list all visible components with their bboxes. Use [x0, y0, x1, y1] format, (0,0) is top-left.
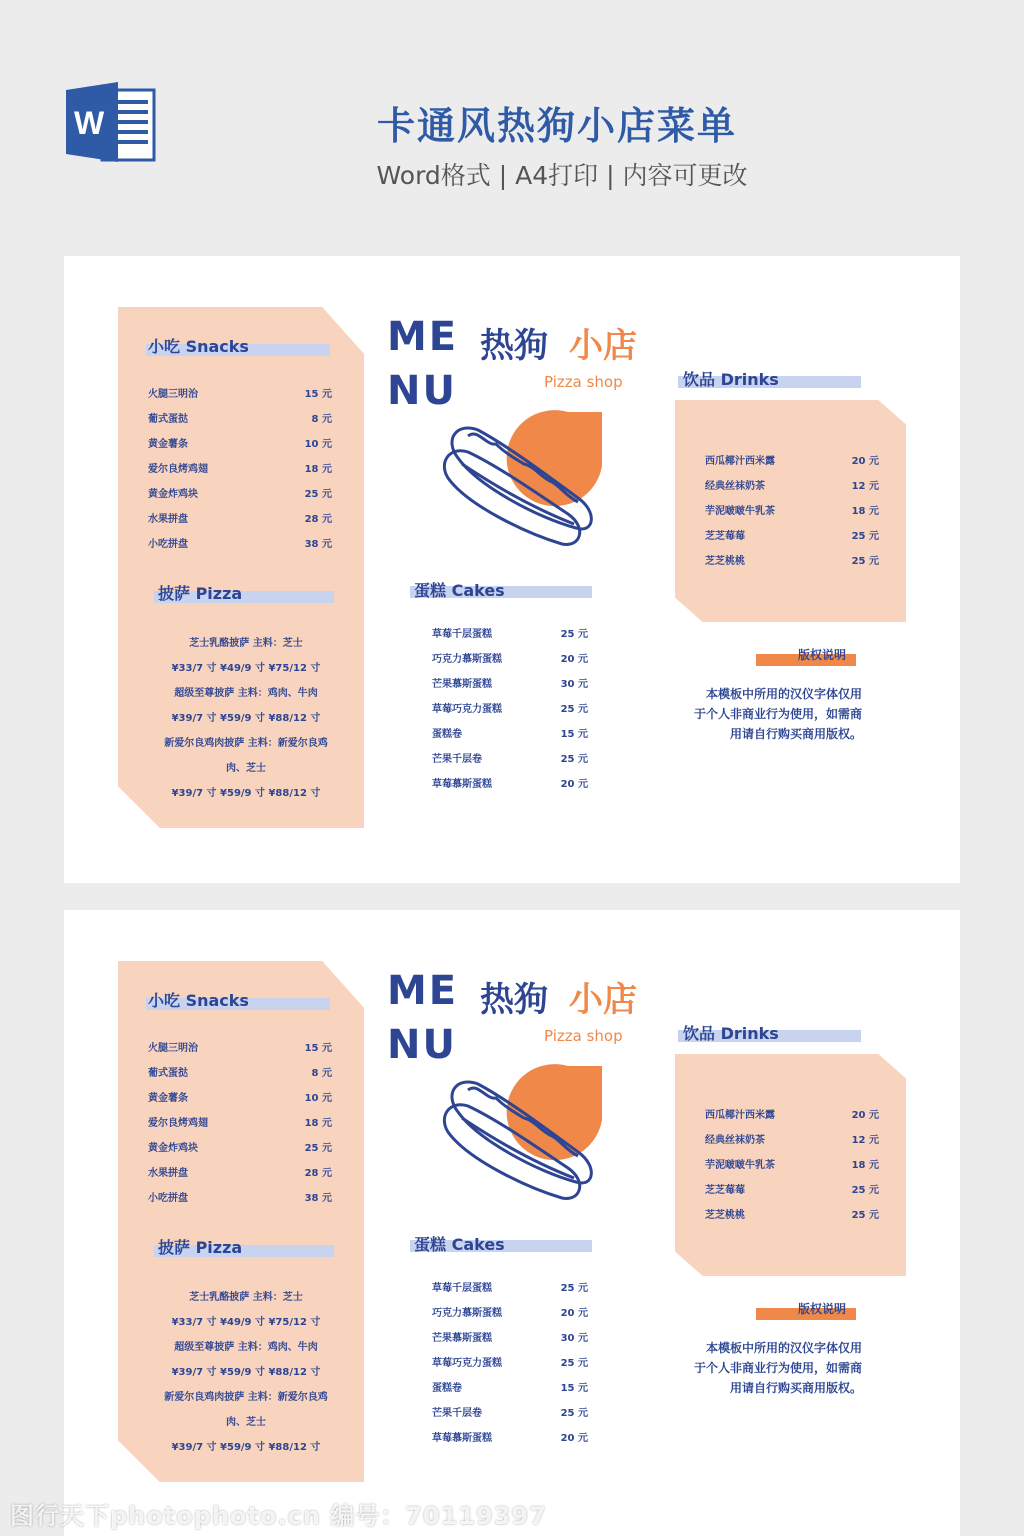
- menu-item-name: 芋泥啵啵牛乳茶: [705, 1160, 775, 1171]
- menu-item-name: 小吃拼盘: [148, 539, 188, 550]
- menu-item: [705, 1153, 879, 1178]
- menu-item-price: 10 元: [304, 1093, 332, 1104]
- menu-item-name: 黄金薯条: [148, 439, 188, 450]
- menu-item-price: 30 元: [560, 679, 588, 690]
- menu-item: [148, 1111, 332, 1136]
- menu-item: [432, 697, 588, 722]
- menu-item-name: 蛋糕卷: [432, 729, 462, 740]
- menu-item-name: 芒果千层卷: [432, 1408, 482, 1419]
- menu-item-price: 12 元: [851, 1135, 879, 1146]
- menu-item-name: 水果拼盘: [148, 514, 188, 525]
- copyright-line: 本模板中所用的汉仪字体仅用: [705, 687, 862, 701]
- menu-item-name: 火腿三明治: [148, 389, 198, 400]
- svg-text:W: W: [74, 105, 105, 141]
- drinks-list: [705, 449, 879, 574]
- page-subtitle: Word格式 | A4打印 | 内容可更改: [376, 161, 748, 190]
- menu-item-name: 芒果千层卷: [432, 754, 482, 765]
- menu-item: [432, 647, 588, 672]
- menu-item-name: 芝芝桃桃: [705, 1210, 745, 1221]
- pizza-line: 新爱尔良鸡肉披萨 主料：新爱尔良鸡: [164, 738, 328, 749]
- page-title: 卡通风热狗小店菜单: [376, 104, 737, 148]
- menu-item: [148, 507, 332, 532]
- hotdog-illustration: [438, 1060, 608, 1210]
- shop-name-hotdog: 热狗: [480, 326, 548, 366]
- menu-item: [705, 1203, 879, 1228]
- menu-item-price: 25 元: [560, 754, 588, 765]
- menu-item: [705, 1103, 879, 1128]
- menu-item-name: 葡式蛋挞: [148, 1068, 188, 1079]
- menu-item-name: 西瓜椰汁西米露: [705, 456, 775, 467]
- copyright-line: 于个人非商业行为使用，如需商: [693, 707, 862, 721]
- menu-item-price: 25 元: [304, 1143, 332, 1154]
- menu-item-name: 经典丝袜奶茶: [705, 481, 765, 492]
- menu-item: [432, 672, 588, 697]
- pizza-line: 芝士乳酪披萨 主料：芝士: [189, 638, 303, 649]
- pizza-list: [146, 1285, 346, 1460]
- menu-item-price: 15 元: [304, 389, 332, 400]
- menu-item-name: 芝芝莓莓: [705, 531, 745, 542]
- menu-item-price: 20 元: [851, 456, 879, 467]
- copyright-line: 本模板中所用的汉仪字体仅用: [705, 1341, 862, 1355]
- menu-item-price: 28 元: [304, 514, 332, 525]
- snacks-list: [148, 1036, 332, 1211]
- copyright-text: [646, 1338, 862, 1398]
- menu-item: [148, 407, 332, 432]
- menu-item: [705, 449, 879, 474]
- drinks-title: 饮品 Drinks: [683, 370, 779, 389]
- menu-heading-me: ME: [387, 968, 459, 1014]
- menu-item: [148, 382, 332, 407]
- hotdog-illustration: [438, 406, 608, 556]
- pizza-line: 新爱尔良鸡肉披萨 主料：新爱尔良鸡: [164, 1392, 328, 1403]
- menu-item-price: 38 元: [304, 539, 332, 550]
- pizza-line: 超级至尊披萨 主料：鸡肉、牛肉: [174, 688, 318, 699]
- menu-item-name: 小吃拼盘: [148, 1193, 188, 1204]
- pizza-title: 披萨 Pizza: [158, 1238, 243, 1257]
- menu-item-price: 25 元: [851, 556, 879, 567]
- menu-item-price: 20 元: [560, 1433, 588, 1444]
- menu-item-name: 草莓巧克力蛋糕: [432, 1358, 502, 1369]
- drinks-list: [705, 1103, 879, 1228]
- cakes-list: [432, 1276, 588, 1451]
- menu-page-2: [64, 910, 960, 1536]
- menu-item: [148, 1086, 332, 1111]
- menu-item-name: 草莓巧克力蛋糕: [432, 704, 502, 715]
- pizza-line: ¥39/7 寸 ¥59/9 寸 ¥88/12 寸: [171, 788, 321, 799]
- cakes-title: 蛋糕 Cakes: [414, 1235, 505, 1254]
- menu-item-name: 草莓慕斯蛋糕: [432, 1433, 492, 1444]
- snacks-title: 小吃 Snacks: [148, 337, 249, 356]
- pizza-line: 超级至尊披萨 主料：鸡肉、牛肉: [174, 1342, 318, 1353]
- menu-item-price: 25 元: [560, 629, 588, 640]
- menu-item: [432, 747, 588, 772]
- menu-item-name: 芋泥啵啵牛乳茶: [705, 506, 775, 517]
- menu-item: [432, 1351, 588, 1376]
- menu-item: [148, 1161, 332, 1186]
- menu-item-name: 爱尔良烤鸡翅: [148, 464, 208, 475]
- menu-item: [148, 1136, 332, 1161]
- menu-item: [148, 532, 332, 557]
- menu-item: [432, 722, 588, 747]
- pizza-title: 披萨 Pizza: [158, 584, 243, 603]
- menu-item: [705, 524, 879, 549]
- copyright-line: 用请自行购买商用版权。: [729, 1381, 862, 1395]
- menu-item-name: 黄金薯条: [148, 1093, 188, 1104]
- snacks-title: 小吃 Snacks: [148, 991, 249, 1010]
- menu-item-name: 葡式蛋挞: [148, 414, 188, 425]
- menu-item: [705, 1178, 879, 1203]
- menu-item-price: 25 元: [851, 1210, 879, 1221]
- menu-item-name: 水果拼盘: [148, 1168, 188, 1179]
- menu-item-price: 8 元: [311, 414, 332, 425]
- menu-item: [148, 457, 332, 482]
- menu-page-1: [64, 256, 960, 883]
- menu-item-price: 25 元: [851, 531, 879, 542]
- shop-subtitle: Pizza shop: [544, 1027, 623, 1045]
- menu-item-price: 38 元: [304, 1193, 332, 1204]
- menu-item: [148, 482, 332, 507]
- menu-item-price: 25 元: [304, 489, 332, 500]
- menu-item: [148, 1186, 332, 1211]
- menu-item: [432, 1401, 588, 1426]
- menu-item-name: 巧克力慕斯蛋糕: [432, 1308, 502, 1319]
- menu-item-price: 20 元: [560, 654, 588, 665]
- menu-item-price: 18 元: [304, 1118, 332, 1129]
- cakes-title: 蛋糕 Cakes: [414, 581, 505, 600]
- menu-item-price: 15 元: [560, 1383, 588, 1394]
- menu-item-price: 25 元: [851, 1185, 879, 1196]
- menu-item-name: 西瓜椰汁西米露: [705, 1110, 775, 1121]
- menu-item-price: 18 元: [851, 506, 879, 517]
- menu-item: [432, 772, 588, 797]
- menu-item: [148, 1036, 332, 1061]
- menu-item: [705, 1128, 879, 1153]
- copyright-text: [646, 684, 862, 744]
- menu-item: [705, 474, 879, 499]
- menu-item-price: 25 元: [560, 704, 588, 715]
- menu-item-price: 28 元: [304, 1168, 332, 1179]
- menu-item-price: 15 元: [560, 729, 588, 740]
- menu-item-name: 爱尔良烤鸡翅: [148, 1118, 208, 1129]
- shop-name-hotdog: 热狗: [480, 980, 548, 1020]
- menu-item-price: 20 元: [560, 779, 588, 790]
- watermark: 图行天下photophoto.cn 编号：70119397: [10, 1502, 547, 1530]
- menu-item-price: 15 元: [304, 1043, 332, 1054]
- menu-item-price: 18 元: [304, 464, 332, 475]
- menu-heading-nu: NU: [387, 1022, 457, 1068]
- snacks-list: [148, 382, 332, 557]
- menu-item-name: 草莓千层蛋糕: [432, 629, 492, 640]
- menu-item: [432, 1301, 588, 1326]
- menu-item-price: 10 元: [304, 439, 332, 450]
- menu-item-price: 8 元: [311, 1068, 332, 1079]
- menu-item-price: 25 元: [560, 1358, 588, 1369]
- pizza-line: ¥39/7 寸 ¥59/9 寸 ¥88/12 寸: [171, 713, 321, 724]
- pizza-line: ¥39/7 寸 ¥59/9 寸 ¥88/12 寸: [171, 1442, 321, 1453]
- menu-item-price: 20 元: [560, 1308, 588, 1319]
- menu-heading-nu: NU: [387, 368, 457, 414]
- copyright-title: 版权说明: [798, 1302, 847, 1316]
- pizza-line: ¥33/7 寸 ¥49/9 寸 ¥75/12 寸: [171, 663, 321, 674]
- menu-item-price: 20 元: [851, 1110, 879, 1121]
- shop-subtitle: Pizza shop: [544, 373, 623, 391]
- menu-item: [432, 1426, 588, 1451]
- menu-item: [148, 432, 332, 457]
- copyright-line: 于个人非商业行为使用，如需商: [693, 1361, 862, 1375]
- shop-name-store: 小店: [569, 980, 637, 1020]
- menu-item-name: 芒果慕斯蛋糕: [432, 679, 492, 690]
- pizza-line: 肉、芝士: [226, 1417, 266, 1428]
- menu-item-price: 18 元: [851, 1160, 879, 1171]
- menu-item: [432, 1376, 588, 1401]
- menu-item-price: 25 元: [560, 1283, 588, 1294]
- menu-item: [432, 1326, 588, 1351]
- menu-item-name: 草莓千层蛋糕: [432, 1283, 492, 1294]
- pizza-line: 芝士乳酪披萨 主料：芝士: [189, 1292, 303, 1303]
- pizza-list: [146, 631, 346, 806]
- pizza-line: 肉、芝士: [226, 763, 266, 774]
- menu-item-name: 蛋糕卷: [432, 1383, 462, 1394]
- copyright-line: 用请自行购买商用版权。: [729, 727, 862, 741]
- menu-item: [148, 1061, 332, 1086]
- pizza-line: ¥33/7 寸 ¥49/9 寸 ¥75/12 寸: [171, 1317, 321, 1328]
- cakes-list: [432, 622, 588, 797]
- menu-item: [705, 499, 879, 524]
- pizza-line: ¥39/7 寸 ¥59/9 寸 ¥88/12 寸: [171, 1367, 321, 1378]
- menu-item: [432, 1276, 588, 1301]
- menu-item-name: 芒果慕斯蛋糕: [432, 1333, 492, 1344]
- menu-item-price: 12 元: [851, 481, 879, 492]
- shop-name-store: 小店: [569, 326, 637, 366]
- menu-item-name: 经典丝袜奶茶: [705, 1135, 765, 1146]
- menu-item-name: 芝芝桃桃: [705, 556, 745, 567]
- menu-item-name: 黄金炸鸡块: [148, 489, 198, 500]
- drinks-title: 饮品 Drinks: [683, 1024, 779, 1043]
- copyright-title: 版权说明: [798, 648, 847, 662]
- menu-item: [432, 622, 588, 647]
- menu-item-name: 芝芝莓莓: [705, 1185, 745, 1196]
- menu-item-name: 黄金炸鸡块: [148, 1143, 198, 1154]
- menu-item-price: 25 元: [560, 1408, 588, 1419]
- menu-heading-me: ME: [387, 314, 459, 360]
- menu-item-name: 草莓慕斯蛋糕: [432, 779, 492, 790]
- menu-item-name: 巧克力慕斯蛋糕: [432, 654, 502, 665]
- menu-item-name: 火腿三明治: [148, 1043, 198, 1054]
- menu-item-price: 30 元: [560, 1333, 588, 1344]
- menu-item: [705, 549, 879, 574]
